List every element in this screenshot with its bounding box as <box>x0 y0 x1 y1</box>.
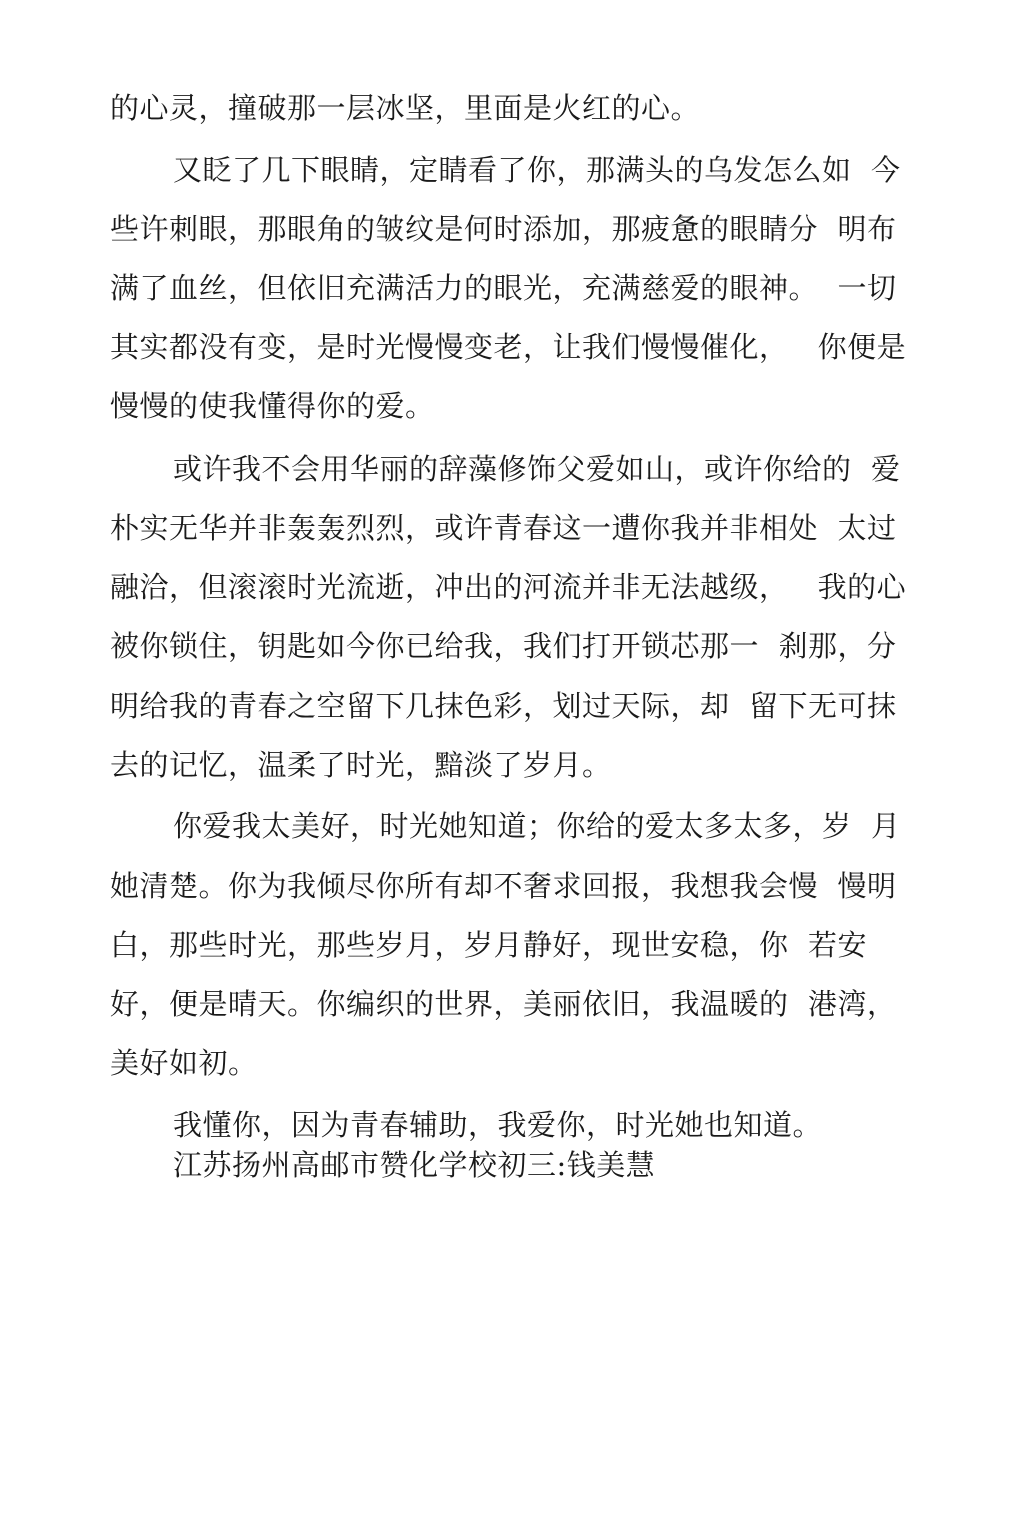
paragraph-3-line-6: 去的记忆，温柔了时光，黯淡了岁月。 <box>110 748 612 782</box>
paragraph-2-line-5: 慢慢的使我懂得你的爱。 <box>110 389 435 423</box>
paragraph-4-line-1: 你爱我太美好，时光她知道；你给的爱太多太多，岁 月 <box>173 809 901 843</box>
paragraph-4-line-4: 好，便是晴天。你编织的世界，美丽依旧，我温暖的 港湾， <box>110 987 897 1021</box>
closing-line: 我懂你，因为青春辅助，我爱你，时光她也知道。 <box>173 1108 823 1142</box>
paragraph-1-line-1: 的心灵，撞破那一层冰坚，里面是火红的心。 <box>110 91 701 125</box>
author-signature: 江苏扬州高邮市赞化学校初三:钱美慧 <box>173 1148 656 1182</box>
paragraph-2-line-3: 满了血丝，但依旧充满活力的眼光，充满慈爱的眼神。 一切 <box>110 271 897 305</box>
paragraph-2-line-2: 些许刺眼，那眼角的皱纹是何时添加，那疲惫的眼睛分 明布 <box>110 212 897 246</box>
paragraph-3-line-5: 明给我的青春之空留下几抹色彩，划过天际，却 留下无可抹 <box>110 689 897 723</box>
paragraph-4-line-5: 美好如初。 <box>110 1046 258 1080</box>
paragraph-4-line-2: 她清楚。你为我倾尽你所有却不奢求回报，我想我会慢 慢明 <box>110 869 897 903</box>
paragraph-2-line-1: 又眨了几下眼睛，定睛看了你，那满头的乌发怎么如 今 <box>173 153 901 187</box>
paragraph-4-line-3: 白，那些时光，那些岁月，岁月静好，现世安稳，你 若安 <box>110 928 867 962</box>
paragraph-3-line-3: 融洽，但滚滚时光流逝，冲出的河流并非无法越级， 我的心 <box>110 570 907 604</box>
paragraph-3-line-4: 被你锁住，钥匙如今你已给我，我们打开锁芯那一 刹那，分 <box>110 629 897 663</box>
paragraph-2-line-4: 其实都没有变，是时光慢慢变老，让我们慢慢催化， 你便是 <box>110 330 907 364</box>
paragraph-3-line-2: 朴实无华并非轰轰烈烈，或许青春这一遭你我并非相处 太过 <box>110 511 897 545</box>
paragraph-3-line-1: 或许我不会用华丽的辞藻修饰父爱如山，或许你给的 爱 <box>173 452 901 486</box>
